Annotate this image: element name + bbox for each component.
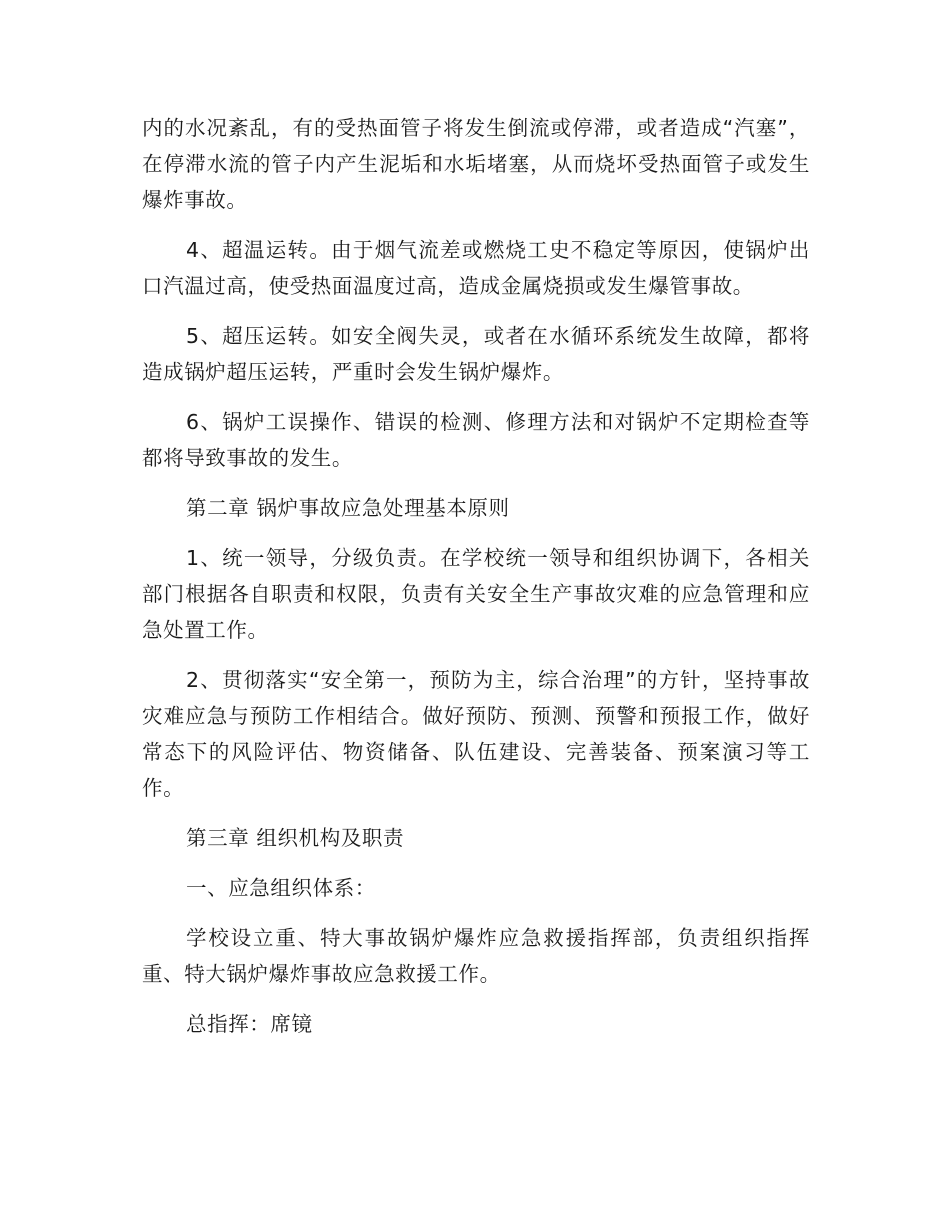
paragraph-continuation: 内的水况紊乱，有的受热面管子将发生倒流或停滞，或者造成“汽塞”，在停滞水流的管子内产生泥垢和水垢堵塞，从而烧坏受热面管子或发生爆炸事故。 [142,116,810,212]
paragraph-item-6: 6、锅炉工误操作、错误的检测、修理方法和对锅炉不定期检查等都将导致事故的发生。 [142,410,810,470]
principle-2: 2、贯彻落实“安全第一，预防为主，综合治理”的方针，坚持事故灾难应急与预防工作相结合。做好预防、预测、预警和预报工作，做好常态下的风险评估、物资储备、队伍建设、完善装备、预案演习等工作。 [142,668,810,800]
section-1-heading: 一、应急组织体系： [186,876,376,900]
principle-1: 1、统一领导，分级负责。在学校统一领导和组织协调下，各相关部门根据各自职责和权限，负责有关安全生产事故灾难的应急管理和应急处置工作。 [142,546,810,642]
document-body [142,110,810,1056]
paragraph-item-5: 5、超压运转。如安全阀失灵，或者在水循环系统发生故障，都将造成锅炉超压运转，严重时会发生锅炉爆炸。 [142,324,810,384]
commander-line: 总指挥：席镜 [186,1012,313,1036]
chapter-3-heading: 第三章 组织机构及职责 [186,826,405,850]
chapter-2-heading: 第二章 锅炉事故应急处理基本原则 [186,496,510,520]
command-center-paragraph: 学校设立重、特大事故锅炉爆炸应急救援指挥部，负责组织指挥重、特大锅炉爆炸事故应急救援工作。 [142,926,810,986]
paragraph-item-4: 4、超温运转。由于烟气流差或燃烧工史不稳定等原因，使锅炉出口汽温过高，使受热面温度过高，造成金属烧损或发生爆管事故。 [142,238,810,298]
